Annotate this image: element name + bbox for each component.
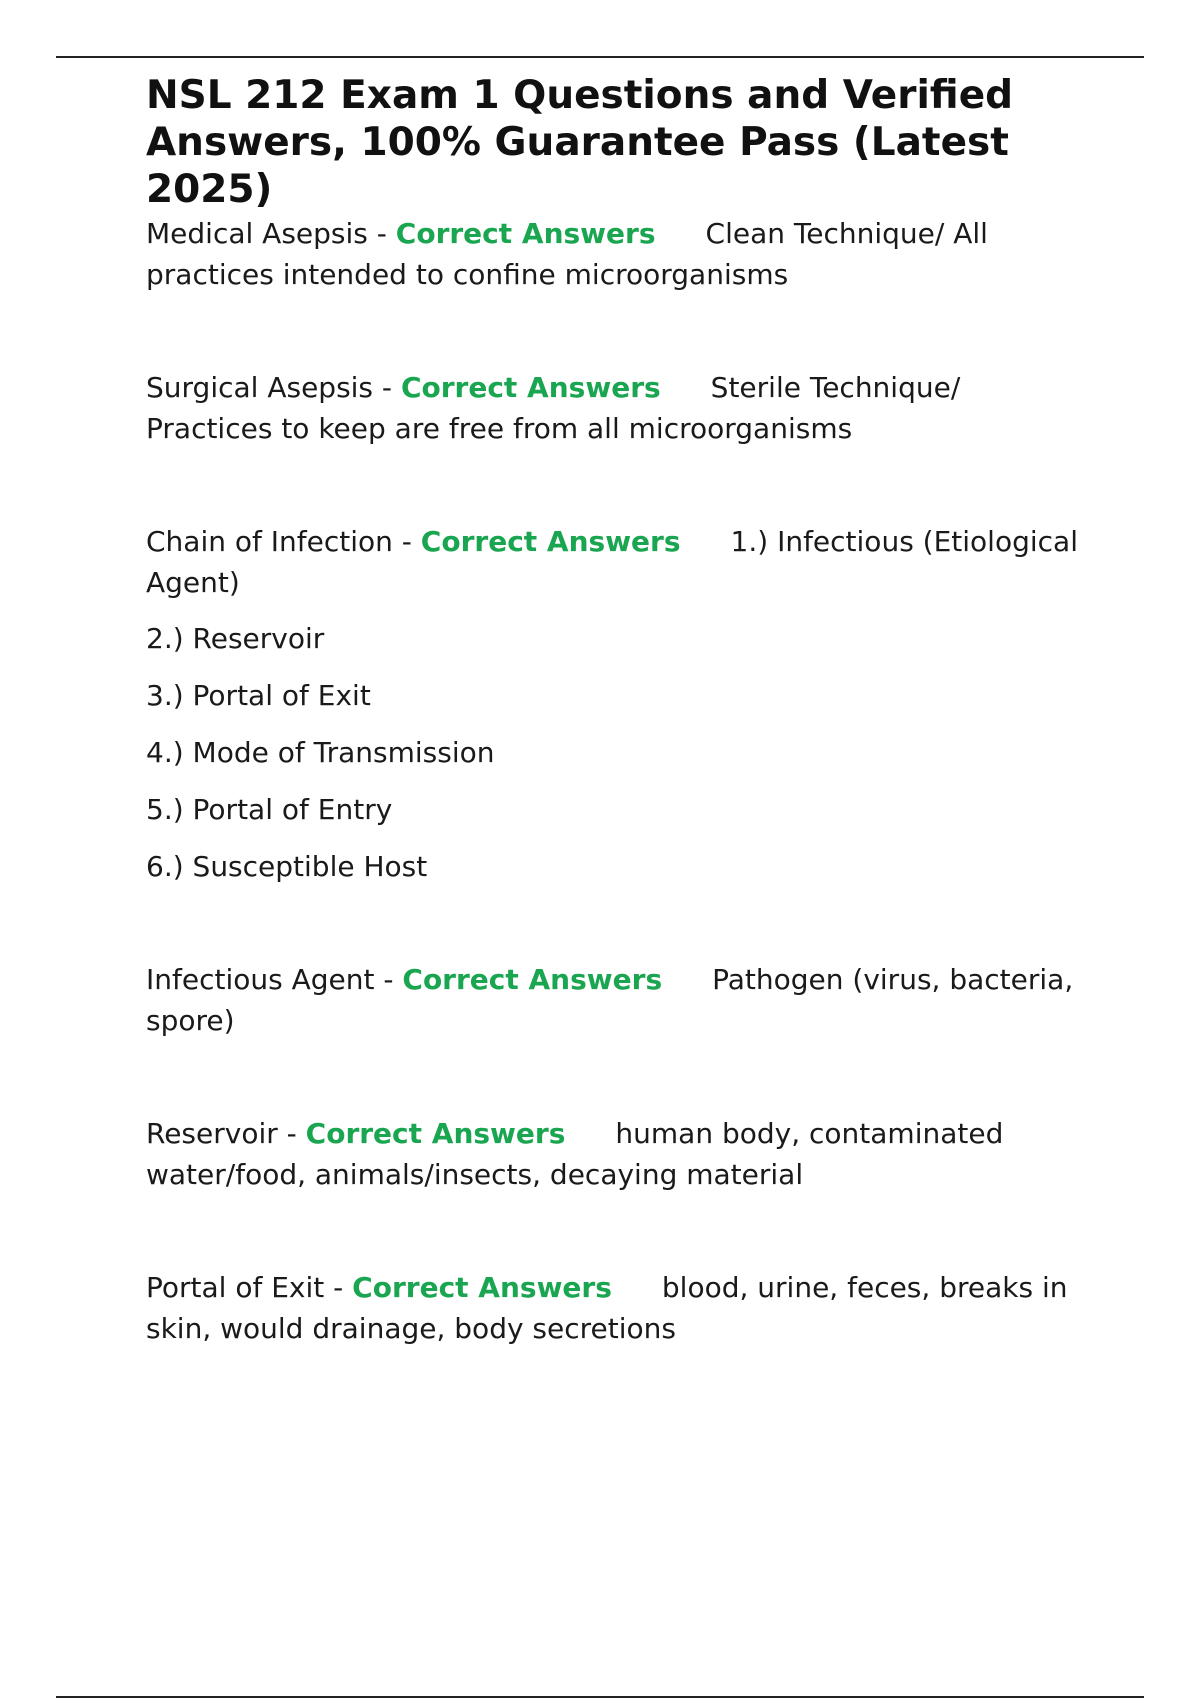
correct-answers-label: Correct Answers	[395, 217, 656, 250]
qa-entry-infectious-agent	[146, 959, 1086, 1041]
list-item: 6.) Susceptible Host	[146, 850, 428, 883]
qa-entry-portal-of-exit	[146, 1267, 1086, 1349]
qa-entry-medical-asepsis	[146, 213, 1086, 295]
correct-answers-label: Correct Answers	[420, 525, 681, 558]
term: Surgical Asepsis	[146, 371, 374, 404]
term: Reservoir	[146, 1117, 278, 1150]
correct-answers-label: Correct Answers	[400, 371, 661, 404]
separator: -	[374, 963, 403, 996]
answer-text: blood, urine, feces, breaks in skin, would drainage, body secretions	[146, 1271, 1068, 1345]
term: Chain of Infection	[146, 525, 393, 558]
separator: -	[373, 371, 401, 404]
bottom-rule	[56, 1696, 1144, 1698]
document-title: NSL 212 Exam 1 Questions and Verified Answers, 100% Guarantee Pass (Latest 2025)	[146, 73, 1014, 212]
qa-entry-reservoir	[146, 1113, 1086, 1195]
term: Portal of Exit	[146, 1271, 325, 1304]
list-item: 5.) Portal of Entry	[146, 793, 393, 826]
qa-entry-chain-of-infection	[146, 521, 1086, 603]
separator: -	[324, 1271, 353, 1304]
list-item: 3.) Portal of Exit	[146, 679, 371, 712]
answer-text: human body, contaminated water/food, animals/insects, decaying material	[146, 1117, 1004, 1191]
top-rule	[56, 56, 1144, 58]
document-body	[146, 72, 1086, 1349]
correct-answers-label: Correct Answers	[402, 963, 663, 996]
correct-answers-label: Correct Answers	[352, 1271, 612, 1304]
separator: -	[392, 525, 421, 558]
correct-answers-label: Correct Answers	[305, 1117, 566, 1150]
answer-text: Clean Technique/ All practices intended to confine microorganisms	[146, 217, 988, 291]
list-item: 2.) Reservoir	[146, 622, 325, 655]
separator: -	[277, 1117, 306, 1150]
separator: -	[367, 217, 396, 250]
answer-text: Sterile Technique/ Practices to keep are free from all microorganisms	[146, 371, 961, 445]
term: Infectious Agent	[146, 963, 375, 996]
list-item: 4.) Mode of Transmission	[146, 736, 495, 769]
answer-text: 1.) Infectious (Etiological Agent)	[146, 525, 1078, 599]
answer-text: Pathogen (virus, bacteria, spore)	[146, 963, 1074, 1037]
term: Medical Asepsis	[146, 217, 368, 250]
qa-entry-surgical-asepsis	[146, 367, 1086, 449]
chain-of-infection-list	[146, 618, 1086, 887]
